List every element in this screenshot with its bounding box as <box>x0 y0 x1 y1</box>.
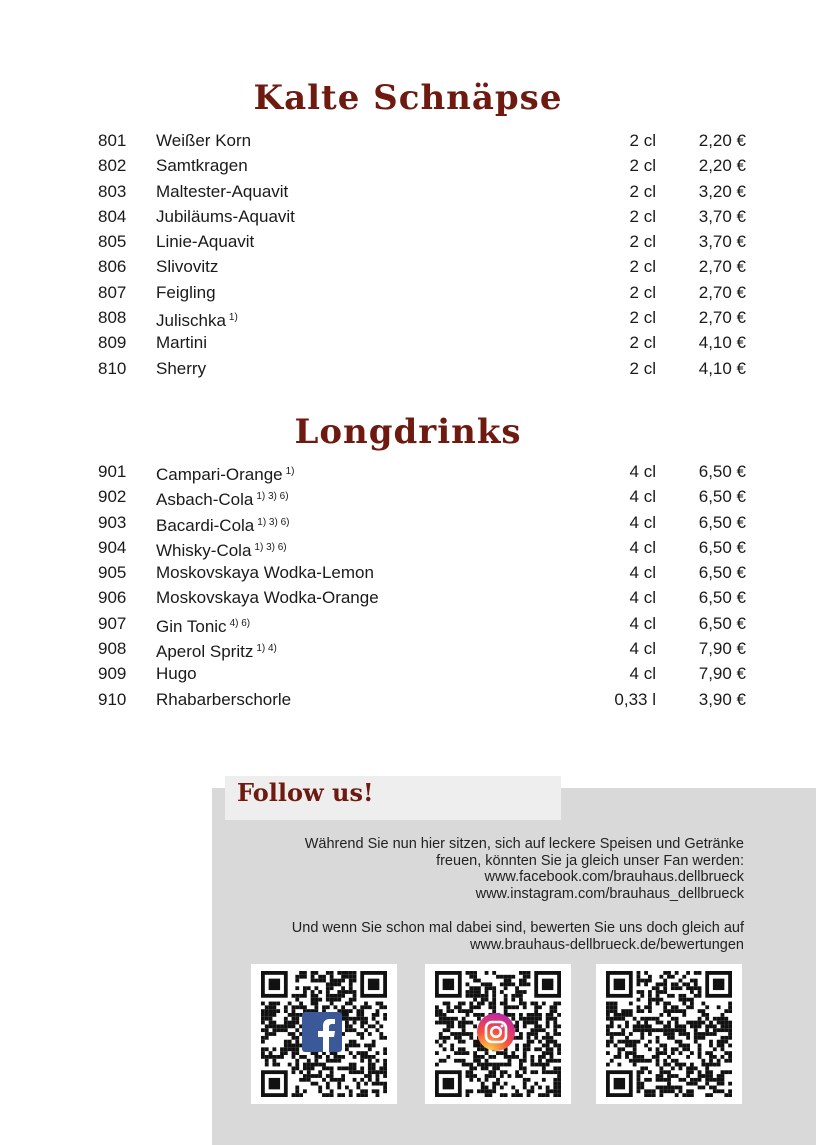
item-volume: 4 cl <box>629 563 656 583</box>
item-volume: 2 cl <box>629 282 656 302</box>
item-name-text: Asbach-Cola <box>156 490 254 510</box>
menu-list-longdrinks <box>0 459 816 712</box>
menu-item-row <box>0 229 816 254</box>
item-name <box>156 535 287 563</box>
item-name <box>156 254 218 279</box>
item-volume: 2 cl <box>629 257 656 277</box>
fan-invitation-text <box>224 836 744 902</box>
item-number: 803 <box>98 181 127 201</box>
item-name <box>156 356 206 381</box>
allergen-footnote: 1) 3) 6) <box>257 516 290 528</box>
menu-item-row <box>0 636 816 661</box>
menu-item-row <box>0 128 816 153</box>
item-price: 6,50 € <box>698 487 746 507</box>
item-name <box>156 305 238 333</box>
item-name <box>156 484 289 512</box>
facebook-qr-code[interactable] <box>251 964 397 1104</box>
text-line: www.brauhaus-dellbrueck.de/bewertungen <box>469 936 744 953</box>
item-name-text: Sherry <box>156 358 207 378</box>
item-name-text: Slivovitz <box>156 257 219 277</box>
item-number: 901 <box>98 462 127 481</box>
item-price: 6,50 € <box>698 613 746 633</box>
item-price: 6,50 € <box>698 462 746 481</box>
item-number: 905 <box>98 563 127 583</box>
item-number: 910 <box>98 689 127 709</box>
item-name <box>156 204 295 229</box>
item-number: 810 <box>98 358 127 378</box>
item-volume: 2 cl <box>629 308 656 328</box>
text-line: Während Sie nun hier sitzen, sich auf leckere Speisen und Getränke <box>304 836 744 852</box>
item-name <box>156 459 295 487</box>
item-name <box>156 560 374 585</box>
item-number: 805 <box>98 232 127 252</box>
item-volume: 2 cl <box>629 333 656 353</box>
item-price: 2,70 € <box>698 282 746 302</box>
menu-item-row <box>0 661 816 686</box>
item-price: 6,50 € <box>698 512 746 532</box>
item-name <box>156 687 291 712</box>
item-number: 902 <box>98 487 127 507</box>
menu-item-row <box>0 280 816 305</box>
allergen-footnote: 1) <box>285 466 295 477</box>
text-line: Und wenn Sie schon mal dabei sind, bewerten Sie uns doch gleich auf <box>291 920 744 936</box>
item-name-text: Whisky-Cola <box>156 540 252 560</box>
item-name <box>156 280 216 305</box>
item-number: 909 <box>98 664 127 684</box>
menu-item-row <box>0 179 816 204</box>
item-name <box>156 510 290 538</box>
item-name-text: Hugo <box>156 664 197 684</box>
item-name-text: Gin Tonic <box>156 616 227 636</box>
item-price: 3,70 € <box>698 232 746 252</box>
menu-item-row <box>0 611 816 636</box>
item-price: 2,70 € <box>698 257 746 277</box>
menu-item-row <box>0 356 816 381</box>
item-price: 4,10 € <box>698 358 746 378</box>
menu-item-row <box>0 484 816 509</box>
item-number: 801 <box>98 131 127 150</box>
menu-item-row <box>0 254 816 279</box>
item-name-text: Feigling <box>156 282 216 302</box>
item-price: 2,20 € <box>698 156 746 176</box>
item-volume: 2 cl <box>629 232 656 252</box>
item-price: 3,70 € <box>698 206 746 226</box>
item-name-text: Moskovskaya Wodka-Orange <box>156 588 379 608</box>
item-price: 2,70 € <box>698 308 746 328</box>
item-name <box>156 179 288 204</box>
qr-code-icon <box>603 971 735 1097</box>
item-volume: 4 cl <box>629 462 656 481</box>
item-volume: 4 cl <box>629 664 656 684</box>
allergen-footnote: 1) 4) <box>256 643 277 655</box>
follow-title: Follow us! <box>237 778 374 807</box>
item-price: 6,50 € <box>698 563 746 583</box>
item-number: 906 <box>98 588 127 608</box>
item-name-text: Bacardi-Cola <box>156 515 255 535</box>
item-number: 802 <box>98 156 127 176</box>
item-name-text: Moskovskaya Wodka-Lemon <box>156 563 374 583</box>
item-name <box>156 229 254 254</box>
allergen-footnote: 1) <box>228 312 238 324</box>
item-volume: 2 cl <box>629 358 656 378</box>
item-number: 808 <box>98 308 127 328</box>
menu-item-row <box>0 305 816 330</box>
allergen-footnote: 1) 3) 6) <box>254 541 287 553</box>
item-price: 6,50 € <box>698 537 746 557</box>
item-volume: 2 cl <box>629 206 656 226</box>
item-name-text: Rhabarberschorle <box>156 689 292 709</box>
item-number: 809 <box>98 333 127 353</box>
section-title-kalte-schnaepse: Kalte Schnäpse <box>253 78 563 118</box>
item-volume: 2 cl <box>629 156 656 176</box>
item-price: 3,90 € <box>698 689 746 709</box>
item-volume: 2 cl <box>629 181 656 201</box>
menu-list-kalte-schnaepse <box>0 128 816 381</box>
item-name <box>156 585 379 610</box>
item-name <box>156 661 197 686</box>
item-number: 908 <box>98 639 127 659</box>
item-price: 4,10 € <box>698 333 746 353</box>
item-name <box>156 128 251 153</box>
menu-item-row <box>0 510 816 535</box>
text-line: www.facebook.com/brauhaus.dellbrueck <box>484 869 744 885</box>
menu-item-row <box>0 330 816 355</box>
item-number: 804 <box>98 206 127 226</box>
item-name-text: Weißer Korn <box>156 131 252 150</box>
item-volume: 4 cl <box>629 639 656 659</box>
item-price: 2,20 € <box>698 131 746 150</box>
item-volume: 4 cl <box>629 537 656 557</box>
item-number: 904 <box>98 537 127 557</box>
item-volume: 4 cl <box>629 588 656 608</box>
item-number: 903 <box>98 512 127 532</box>
item-volume: 4 cl <box>629 487 656 507</box>
item-name <box>156 611 250 639</box>
item-price: 7,90 € <box>698 639 746 659</box>
menu-item-row <box>0 535 816 560</box>
instagram-icon <box>476 1012 516 1052</box>
item-name-text: Linie-Aquavit <box>156 232 255 252</box>
text-line: freuen, könnten Sie ja gleich unser Fan werden: <box>436 852 744 869</box>
item-name-text: Jubiläums-Aquavit <box>156 206 295 226</box>
menu-item-row <box>0 687 816 712</box>
instagram-qr-code[interactable] <box>425 964 571 1104</box>
item-price: 6,50 € <box>698 588 746 608</box>
menu-item-row <box>0 585 816 610</box>
review-qr-code[interactable] <box>596 964 742 1104</box>
item-name-text: Julischka <box>156 311 226 331</box>
item-name-text: Maltester-Aquavit <box>156 181 289 201</box>
item-number: 806 <box>98 257 127 277</box>
review-invitation-text <box>224 920 744 953</box>
menu-item-row <box>0 153 816 178</box>
menu-item-row <box>0 204 816 229</box>
item-name <box>156 153 248 178</box>
item-name-text: Campari-Orange <box>156 465 283 484</box>
item-volume: 4 cl <box>629 613 656 633</box>
item-name <box>156 330 207 355</box>
item-name-text: Martini <box>156 333 208 353</box>
section-title-longdrinks: Longdrinks <box>294 412 522 452</box>
item-price: 7,90 € <box>698 664 746 684</box>
text-line: www.instagram.com/brauhaus_dellbrueck <box>475 885 744 902</box>
allergen-footnote: 1) 3) 6) <box>256 491 289 503</box>
item-price: 3,20 € <box>698 181 746 201</box>
item-name-text: Samtkragen <box>156 156 248 176</box>
facebook-icon <box>302 1012 342 1052</box>
allergen-footnote: 4) 6) <box>229 617 251 629</box>
menu-item-row <box>0 459 816 484</box>
menu-item-row <box>0 560 816 585</box>
item-volume: 4 cl <box>629 512 656 532</box>
item-volume: 0,33 l <box>614 689 656 709</box>
item-name <box>156 636 277 664</box>
item-volume: 2 cl <box>629 131 656 150</box>
item-name-text: Aperol Spritz <box>156 642 254 662</box>
item-number: 807 <box>98 282 127 302</box>
item-number: 907 <box>98 613 127 633</box>
